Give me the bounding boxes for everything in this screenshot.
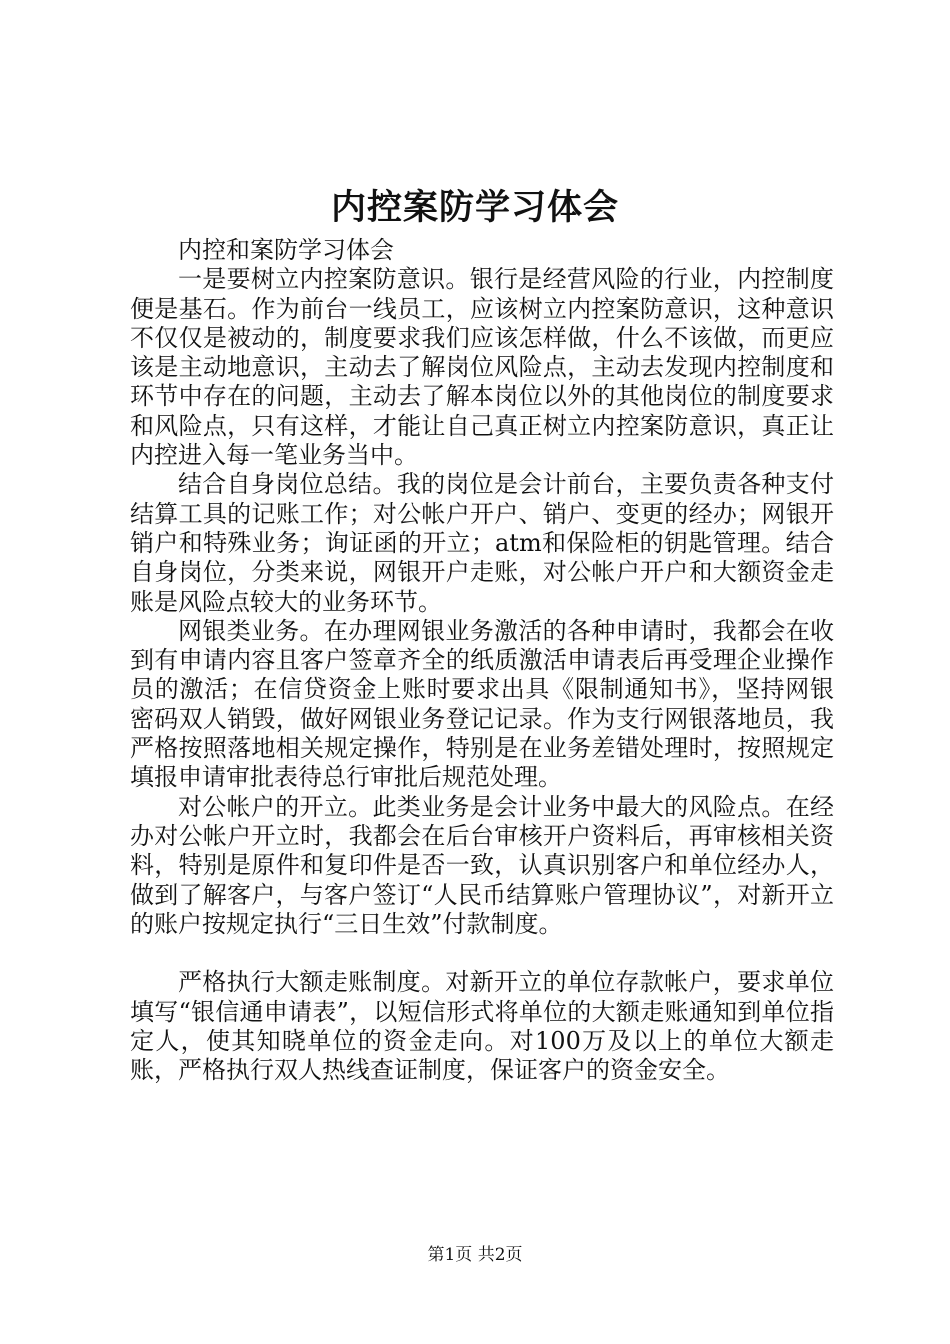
subtitle-paragraph: 内控和案防学习体会 bbox=[178, 236, 394, 264]
body-paragraph: 对公帐户的开立。此类业务是会计业务中最大的风险点。在经办对公帐户开立时，我都会在后台审核开户资料后，再审核相关资料，特别是原件和复印件是否一致，认真识别客户和单位经办人，做到了解客户，与客户签订“人民币结算账户管理协议”，对新开立的账户按规定执行“三日生效”付款制度。 bbox=[130, 792, 834, 938]
paragraph-gap bbox=[130, 939, 834, 968]
body-paragraph: 网银类业务。在办理网银业务激活的各种申请时，我都会在收到有申请内容且客户签章齐全的纸质激活申请表后再受理企业操作员的激活；在信贷资金上账时要求出具《限制通知书》，坚持网银密码双人销毁，做好网银业务登记记录。作为支行网银落地员，我严格按照落地相关规定操作，特别是在业务差错处理时，按照规定填报申请审批表待总行审批后规范处理。 bbox=[130, 616, 834, 792]
body-paragraph: 严格执行大额走账制度。对新开立的单位存款帐户，要求单位填写“银信通申请表”，以短信形式将单位的大额走账通知到单位指定人，使其知晓单位的资金走向。对100万及以上的单位大额走账，严格执行双人热线查证制度，保证客户的资金安全。 bbox=[130, 968, 834, 1085]
document-title: 内控案防学习体会 bbox=[330, 188, 619, 228]
page-number-footer: 第1页 共2页 bbox=[427, 1245, 523, 1265]
body-paragraph: 结合自身岗位总结。我的岗位是会计前台，主要负责各种支付结算工具的记账工作；对公帐户开户、销户、变更的经办；网银开销户和特殊业务；询证函的开立；atm和保险柜的钥匙管理。结合自身岗位，分类来说，网银开户走账，对公帐户开户和大额资金走账是风险点较大的业务环节。 bbox=[130, 470, 834, 616]
body-paragraph: 一是要树立内控案防意识。银行是经营风险的行业，内控制度便是基石。作为前台一线员工，应该树立内控案防意识，这种意识不仅仅是被动的，制度要求我们应该怎样做，什么不该做，而更应该是主动地意识，主动去了解岗位风险点，主动去发现内控制度和环节中存在的问题，主动去了解本岗位以外的其他岗位的制度要求和风险点，只有这样，才能让自己真正树立内控案防意识，真正让内控进入每一笔业务当中。 bbox=[130, 265, 834, 470]
document-body bbox=[130, 236, 834, 1086]
